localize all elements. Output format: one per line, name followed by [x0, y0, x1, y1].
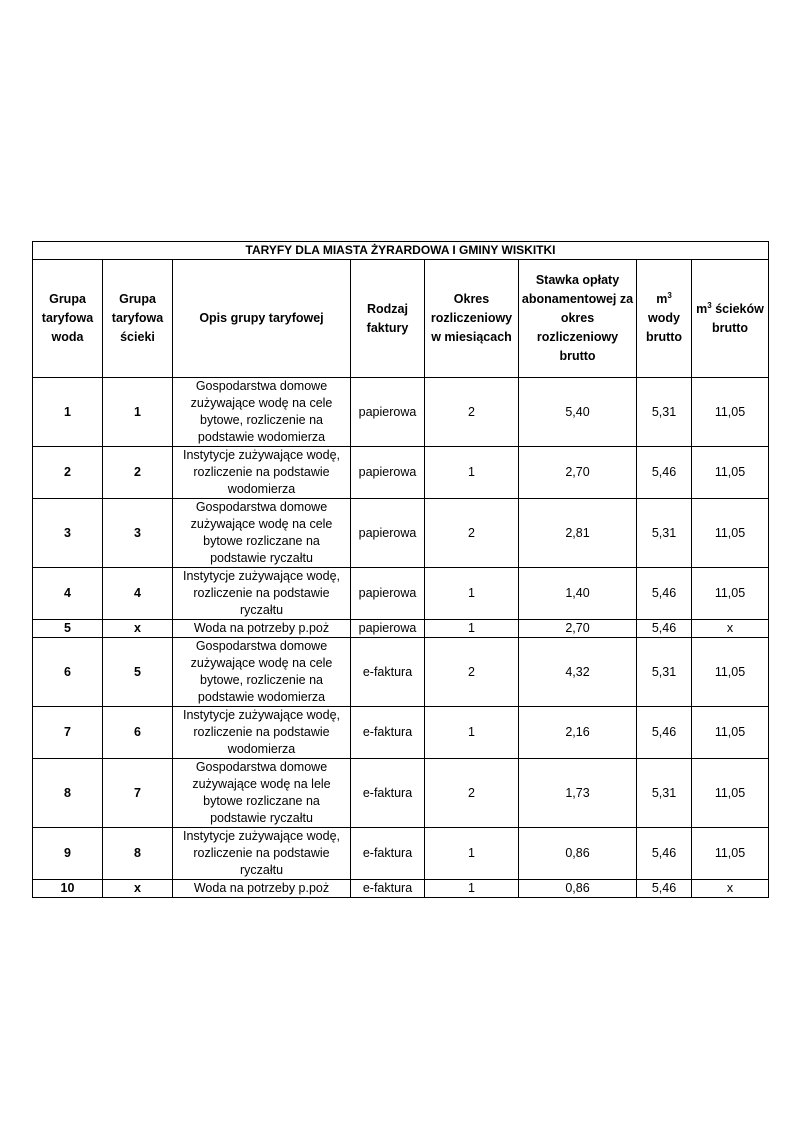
cell-stawka: 4,32	[519, 638, 637, 707]
header-m3-woda-sup: 3	[667, 290, 672, 300]
cell-opis: Gospodarstwa domowe zużywające wodę na cele bytowe rozliczane na podstawie ryczałtu	[173, 499, 351, 568]
cell-okres: 1	[425, 568, 519, 620]
header-m3-woda	[637, 260, 692, 378]
cell-stawka: 2,70	[519, 447, 637, 499]
cell-okres: 1	[425, 707, 519, 759]
cell-stawka: 1,73	[519, 759, 637, 828]
cell-m3-scieki: 11,05	[692, 828, 769, 880]
cell-rodzaj: papierowa	[351, 568, 425, 620]
cell-okres: 1	[425, 620, 519, 638]
cell-m3-woda: 5,46	[637, 447, 692, 499]
cell-grupa-scieki: x	[103, 620, 173, 638]
cell-rodzaj: papierowa	[351, 499, 425, 568]
cell-okres: 2	[425, 378, 519, 447]
header-m3-woda-unit: m	[656, 292, 668, 306]
cell-okres: 2	[425, 759, 519, 828]
cell-grupa-scieki: 8	[103, 828, 173, 880]
cell-rodzaj: papierowa	[351, 378, 425, 447]
cell-grupa-woda: 1	[33, 378, 103, 447]
cell-rodzaj: e-faktura	[351, 638, 425, 707]
cell-stawka: 0,86	[519, 828, 637, 880]
cell-m3-scieki: 11,05	[692, 447, 769, 499]
cell-m3-scieki: 11,05	[692, 499, 769, 568]
header-opis: Opis grupy taryfowej	[173, 260, 351, 378]
cell-opis: Instytycje zużywające wodę, rozliczenie na podstawie ryczałtu	[173, 568, 351, 620]
cell-opis: Gospodarstwa domowe zużywające wodę na cele bytowe, rozliczenie na podstawie wodomierza	[173, 378, 351, 447]
header-m3-scieki-sup: 3	[707, 300, 712, 310]
cell-m3-woda: 5,46	[637, 620, 692, 638]
table-header-row	[33, 260, 769, 378]
cell-m3-woda: 5,31	[637, 759, 692, 828]
cell-stawka: 2,81	[519, 499, 637, 568]
cell-stawka: 2,70	[519, 620, 637, 638]
header-grupa-scieki: Grupa taryfowa ścieki	[103, 260, 173, 378]
cell-rodzaj: e-faktura	[351, 707, 425, 759]
table-row	[33, 759, 769, 828]
cell-rodzaj: papierowa	[351, 447, 425, 499]
table-row	[33, 638, 769, 707]
cell-rodzaj: e-faktura	[351, 759, 425, 828]
cell-m3-scieki: 11,05	[692, 638, 769, 707]
cell-stawka: 1,40	[519, 568, 637, 620]
table-row	[33, 378, 769, 447]
cell-opis: Woda na potrzeby p.poż	[173, 620, 351, 638]
cell-grupa-woda: 5	[33, 620, 103, 638]
header-m3-woda-text: wody brutto	[645, 311, 683, 344]
cell-grupa-woda: 9	[33, 828, 103, 880]
cell-okres: 2	[425, 638, 519, 707]
cell-grupa-woda: 7	[33, 707, 103, 759]
table-title: TARYFY DLA MIASTA ŻYRARDOWA I GMINY WISKITKI	[33, 242, 769, 260]
cell-m3-scieki: 11,05	[692, 378, 769, 447]
cell-opis: Gospodarstwa domowe zużywające wodę na lele bytowe rozliczane na podstawie ryczałtu	[173, 759, 351, 828]
header-okres: Okres rozliczeniowy w miesiącach	[425, 260, 519, 378]
cell-m3-woda: 5,31	[637, 378, 692, 447]
cell-rodzaj: e-faktura	[351, 880, 425, 898]
cell-m3-woda: 5,46	[637, 828, 692, 880]
cell-okres: 1	[425, 447, 519, 499]
cell-opis: Instytycje zużywające wodę, rozliczenie na podstawie ryczałtu	[173, 828, 351, 880]
header-m3-scieki-unit: m	[696, 301, 708, 316]
cell-opis: Instytycje zużywające wodę, rozliczenie na podstawie wodomierza	[173, 707, 351, 759]
cell-grupa-woda: 10	[33, 880, 103, 898]
cell-grupa-scieki: 3	[103, 499, 173, 568]
table-row	[33, 828, 769, 880]
cell-grupa-woda: 4	[33, 568, 103, 620]
cell-grupa-woda: 2	[33, 447, 103, 499]
cell-m3-scieki: 11,05	[692, 759, 769, 828]
cell-grupa-woda: 3	[33, 499, 103, 568]
cell-grupa-scieki: x	[103, 880, 173, 898]
cell-stawka: 2,16	[519, 707, 637, 759]
cell-grupa-woda: 8	[33, 759, 103, 828]
table-row	[33, 568, 769, 620]
cell-m3-woda: 5,46	[637, 568, 692, 620]
cell-grupa-scieki: 7	[103, 759, 173, 828]
cell-grupa-scieki: 4	[103, 568, 173, 620]
cell-m3-woda: 5,31	[637, 499, 692, 568]
cell-stawka: 0,86	[519, 880, 637, 898]
cell-stawka: 5,40	[519, 378, 637, 447]
header-rodzaj: Rodzaj faktury	[351, 260, 425, 378]
cell-m3-woda: 5,46	[637, 707, 692, 759]
cell-m3-woda: 5,31	[637, 638, 692, 707]
table-row	[33, 447, 769, 499]
cell-m3-scieki: 11,05	[692, 568, 769, 620]
cell-okres: 1	[425, 880, 519, 898]
cell-m3-scieki: x	[692, 880, 769, 898]
cell-m3-scieki: x	[692, 620, 769, 638]
cell-opis: Instytycje zużywające wodę, rozliczenie na podstawie wodomierza	[173, 447, 351, 499]
cell-grupa-scieki: 5	[103, 638, 173, 707]
cell-opis: Woda na potrzeby p.poż	[173, 880, 351, 898]
header-stawka: Stawka opłaty abonamentowej za okres rozliczeniowy brutto	[519, 260, 637, 378]
cell-grupa-scieki: 1	[103, 378, 173, 447]
cell-okres: 2	[425, 499, 519, 568]
table-row	[33, 620, 769, 638]
cell-okres: 1	[425, 828, 519, 880]
header-m3-scieki-text: ścieków brutto	[711, 301, 764, 335]
header-grupa-woda: Grupa taryfowa woda	[33, 260, 103, 378]
cell-m3-woda: 5,46	[637, 880, 692, 898]
cell-rodzaj: papierowa	[351, 620, 425, 638]
header-m3-scieki	[692, 260, 769, 378]
table-row	[33, 880, 769, 898]
cell-m3-scieki: 11,05	[692, 707, 769, 759]
cell-grupa-scieki: 6	[103, 707, 173, 759]
table-row	[33, 499, 769, 568]
tariff-table	[32, 241, 769, 898]
cell-grupa-woda: 6	[33, 638, 103, 707]
cell-rodzaj: e-faktura	[351, 828, 425, 880]
table-row	[33, 707, 769, 759]
cell-opis: Gospodarstwa domowe zużywające wodę na cele bytowe, rozliczenie na podstawie wodomierza	[173, 638, 351, 707]
cell-grupa-scieki: 2	[103, 447, 173, 499]
